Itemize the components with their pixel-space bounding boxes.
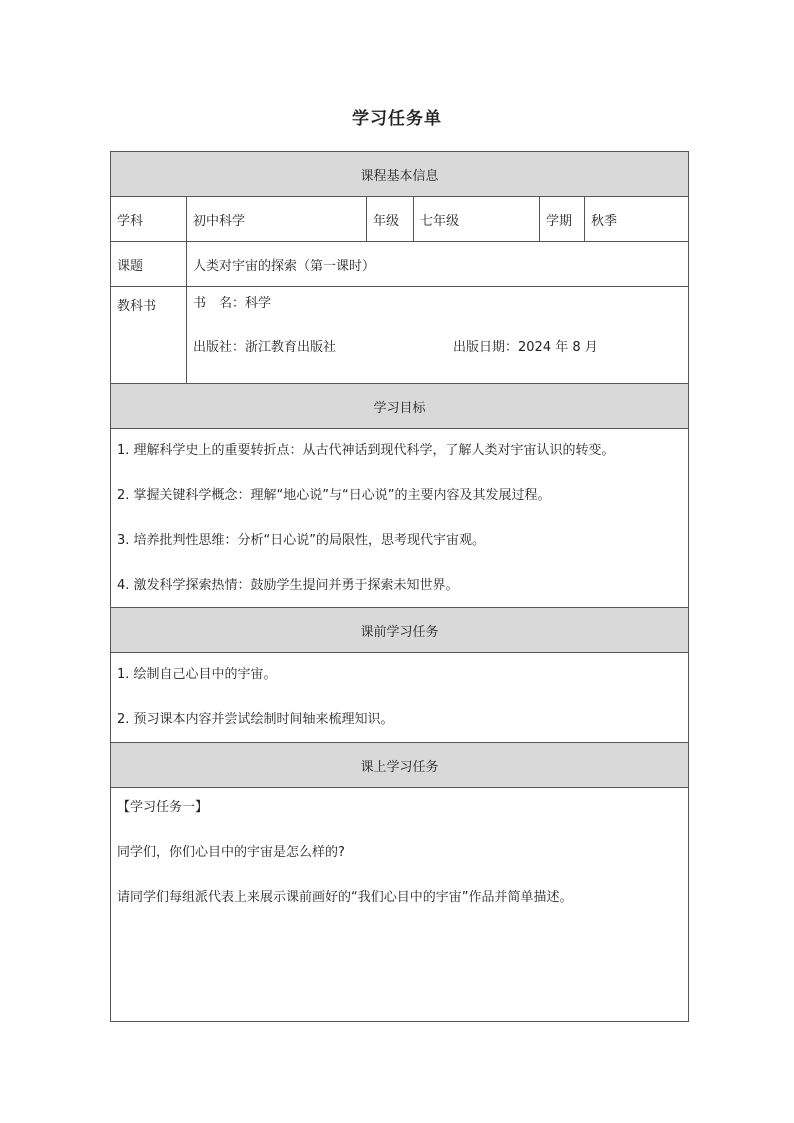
section-header-label: 课上学习任务 [111, 743, 689, 788]
task-sheet-table [110, 151, 689, 1022]
section-header-goals [111, 384, 689, 429]
grade-label: 年级 [367, 197, 414, 242]
subject-value: 初中科学 [187, 197, 367, 242]
subject-label: 学科 [111, 197, 187, 242]
section-header-pre-tasks [111, 608, 689, 653]
pre-tasks-list [111, 653, 689, 743]
term-value: 秋季 [585, 197, 689, 242]
info-row-subject [111, 197, 689, 242]
topic-label: 课题 [111, 242, 187, 287]
section-header-label: 学习目标 [111, 384, 689, 429]
pub-date: 出版日期：2024 年 8 月 [453, 340, 598, 355]
section-header-class-tasks [111, 743, 689, 788]
section-header-label: 课前学习任务 [111, 608, 689, 653]
term-label: 学期 [540, 197, 585, 242]
list-item: 2. 预习课本内容并尝试绘制时间轴来梳理知识。 [117, 712, 394, 727]
task1-description: 请同学们每组派代表上来展示课前画好的“我们心目中的宇宙”作品并简单描述。 [117, 890, 573, 905]
goals-list-row [111, 429, 689, 608]
class-task-row [111, 788, 689, 1022]
grade-value: 七年级 [414, 197, 540, 242]
task1-title: 【学习任务一】 [117, 800, 209, 815]
topic-value: 人类对宇宙的探索（第一课时） [187, 242, 689, 287]
page-title: 学习任务单 [352, 109, 442, 129]
class-task-content [111, 788, 689, 1022]
textbook-label: 教科书 [111, 287, 187, 384]
textbook-details [187, 287, 689, 384]
list-item: 3. 培养批判性思维：分析“日心说”的局限性，思考现代宇宙观。 [117, 533, 486, 548]
section-header-label: 课程基本信息 [111, 152, 689, 197]
info-row-textbook [111, 287, 689, 384]
list-item: 4. 激发科学探索热情：鼓励学生提问并勇于探索未知世界。 [117, 578, 459, 593]
list-item: 1. 绘制自己心目中的宇宙。 [117, 667, 277, 682]
book-name: 书 名：科学 [193, 296, 272, 311]
task1-question: 同学们，你们心目中的宇宙是怎么样的? [117, 845, 345, 860]
list-item: 1. 理解科学史上的重要转折点：从古代神话到现代科学，了解人类对宇宙认识的转变。 [117, 443, 615, 458]
list-item: 2. 掌握关键科学概念：理解“地心说”与“日心说”的主要内容及其发展过程。 [117, 488, 551, 503]
info-row-topic [111, 242, 689, 287]
publisher: 出版社：浙江教育出版社 [193, 340, 337, 355]
section-header-basic-info [111, 152, 689, 197]
pre-tasks-row [111, 653, 689, 743]
goals-list [111, 429, 689, 608]
